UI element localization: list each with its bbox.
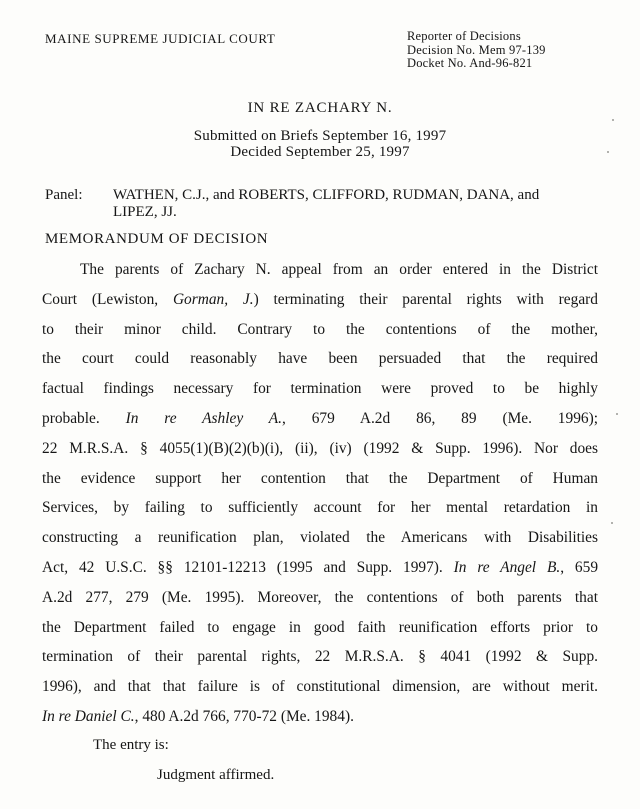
case-citation: Gorman, J. <box>172 290 254 308</box>
panel-label: Panel: <box>45 187 83 203</box>
case-title: IN RE ZACHARY N. <box>247 100 393 116</box>
body-line <box>42 255 598 285</box>
body-text: termination of their parental rights, 22 M.R.S.A. § 4041 (1992 & Supp. <box>42 648 598 666</box>
panel-judges <box>113 187 539 220</box>
body-text: The parents of Zachary N. appeal from an order entered in the District <box>80 261 598 278</box>
reporter-block <box>407 30 546 71</box>
body-line <box>42 493 598 523</box>
body-line <box>42 374 598 404</box>
body-line <box>42 464 598 494</box>
body-line <box>42 672 598 702</box>
body-text: 22 M.R.S.A. § 4055(1)(B)(2)(b)(i), (ii), (iv) (1992 & Supp. 1996). Nor does <box>42 439 598 457</box>
body-line <box>42 702 598 732</box>
body-text: the Department failed to engage in good faith reunification efforts prior to <box>42 618 598 636</box>
case-citation: In re Daniel C. <box>42 707 135 725</box>
body-line <box>42 315 598 345</box>
body-text: probable. <box>42 409 126 427</box>
case-citation: In re Angel B. <box>453 558 561 576</box>
body-paragraph <box>42 255 598 732</box>
body-text: , 480 A.2d 766, 770-72 (Me. 1984). <box>134 707 354 725</box>
body-text: to their minor child. Contrary to the contentions of the mother, <box>42 320 598 338</box>
body-line <box>42 523 598 553</box>
body-text: Services, by failing to sufficiently account for her mental retardation in <box>42 499 598 517</box>
decided-line: Decided September 25, 1997 <box>230 143 410 160</box>
body-line <box>42 434 598 464</box>
body-line <box>42 583 598 613</box>
case-citation: In re Ashley A. <box>125 409 282 427</box>
body-text: , 659 <box>560 558 599 576</box>
memorandum-heading: MEMORANDUM OF DECISION <box>45 231 269 247</box>
body-text: Act, 42 U.S.C. §§ 12101-12213 (1995 and Supp. 1997). <box>42 558 454 576</box>
noise-speck <box>612 119 614 121</box>
body-text: constructing a reunification plan, violated the Americans with Disabilities <box>42 529 598 547</box>
body-line <box>42 613 598 643</box>
reporter-line: Reporter of Decisions <box>407 29 521 43</box>
court-name: MAINE SUPREME JUDICIAL COURT <box>45 31 276 46</box>
noise-speck <box>616 413 618 415</box>
body-text: factual findings necessary for termination were proved to be highly <box>42 380 598 398</box>
body-line <box>42 553 598 583</box>
body-line <box>42 404 598 434</box>
noise-speck <box>607 151 609 153</box>
panel-judges-line: WATHEN, C.J., and ROBERTS, CLIFFORD, RUDMAN, DANA, and <box>113 187 540 203</box>
entry-lead: The entry is: <box>93 737 169 753</box>
decision-number: Decision No. Mem 97-139 <box>407 42 546 57</box>
body-line <box>42 344 598 374</box>
body-text: the evidence support her contention that the Department of Human <box>42 469 598 487</box>
body-text: A.2d 277, 279 (Me. 1995). Moreover, the contentions of both parents that <box>42 588 598 606</box>
submitted-line: Submitted on Briefs September 16, 1997 <box>193 128 447 144</box>
body-text: Court (Lewiston, <box>42 290 173 308</box>
body-line <box>42 642 598 672</box>
body-text: 1996), and that that failure is of constitutional dimension, are without merit. <box>42 678 598 696</box>
body-text: ) terminating their parental rights with regard <box>253 290 598 308</box>
docket-number: Docket No. And-96-821 <box>407 56 533 70</box>
body-text: , 679 A.2d 86, 89 (Me. 1996); <box>282 409 598 427</box>
judgment-line: Judgment affirmed. <box>157 767 275 783</box>
panel-judges-line: LIPEZ, JJ. <box>113 203 177 220</box>
body-text: the court could reasonably have been persuaded that the required <box>42 350 598 368</box>
panel-block <box>45 187 539 220</box>
dates-block <box>0 129 640 160</box>
body-line <box>42 285 598 315</box>
noise-speck <box>611 522 613 524</box>
